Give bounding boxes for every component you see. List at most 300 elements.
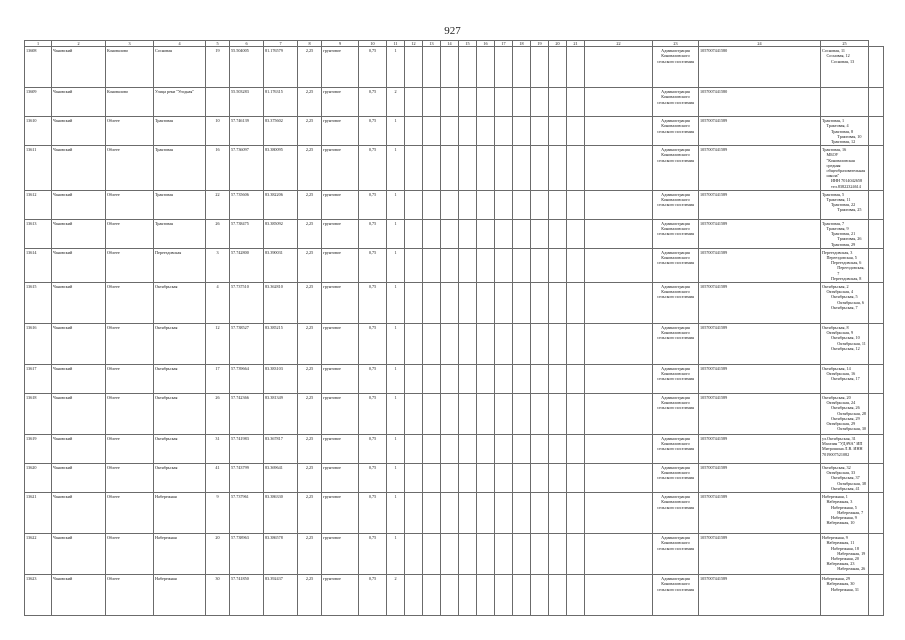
cell-empty (869, 88, 884, 117)
cell-empty (513, 324, 531, 365)
cell-empty (869, 146, 884, 191)
address-line: Октябрьская, 24 (826, 400, 856, 406)
cell-empty (405, 394, 423, 435)
cell-street: Набережная (154, 493, 206, 534)
cell-settlement: Облеее (106, 219, 154, 248)
cell-num: 4 (206, 283, 230, 324)
cell-empty (513, 117, 531, 146)
address-line: ИНН 7014042658 тел.83822324614 (831, 178, 863, 189)
cell-empty (495, 464, 513, 493)
cell-settlement: Облеее (106, 435, 154, 464)
cell-empty (459, 190, 477, 219)
cell-len: 2,25 (298, 88, 322, 117)
cell-empty (549, 219, 567, 248)
cell-empty (495, 365, 513, 394)
cell-empty (405, 190, 423, 219)
cell-len: 2,25 (298, 146, 322, 191)
table-row (25, 324, 884, 365)
cell-empty (869, 219, 884, 248)
cell-empty (567, 324, 585, 365)
address-line: Набережная, 18 (831, 545, 859, 551)
cell-width: 0,75 (359, 117, 387, 146)
cell-len: 2,25 (298, 575, 322, 616)
cell-empty (441, 248, 459, 282)
cell-cover: грунтовое (322, 435, 359, 464)
cell-empty (441, 88, 459, 117)
cell-district: Чановский (52, 534, 106, 575)
cell-lat: 57.737961 (230, 493, 264, 534)
address-line: Октябрьская, 29 (826, 421, 856, 427)
column-number: 2 (52, 41, 106, 47)
cell-empty (531, 146, 549, 191)
cell-empty (531, 534, 549, 575)
cell-empty (441, 493, 459, 534)
cell-num: 31 (206, 435, 230, 464)
cell-lon: 83.386330 (264, 493, 298, 534)
cell-len: 2,25 (298, 117, 322, 146)
cell-empty (441, 394, 459, 435)
cell-empty (513, 435, 531, 464)
cell-addresses (821, 47, 869, 88)
column-number: 23 (653, 41, 699, 47)
address-line: Переездовская, 5 (826, 255, 857, 261)
cell-empty (585, 324, 653, 365)
cell-empty (423, 283, 441, 324)
address-line: Набережная, 30 (826, 581, 855, 587)
cell-len: 2,25 (298, 219, 322, 248)
cell-inn: 1057007441589 (699, 394, 821, 435)
column-number: 1 (25, 41, 52, 47)
cell-num: 16 (206, 146, 230, 191)
cell-district: Чановский (52, 88, 106, 117)
cell-empty (423, 117, 441, 146)
cell-count: 1 (387, 248, 405, 282)
cell-lon: 83.386578 (264, 534, 298, 575)
cell-lat: 57.739664 (230, 365, 264, 394)
cell-cover: грунтовое (322, 534, 359, 575)
cell-empty (477, 283, 495, 324)
cell-empty (585, 146, 653, 191)
address-line: Трактовая, 4 (826, 123, 849, 129)
cell-count: 1 (387, 190, 405, 219)
cell-street: Набережная (154, 534, 206, 575)
cell-cover: грунтовое (322, 283, 359, 324)
cell-empty (513, 575, 531, 616)
cell-empty (549, 365, 567, 394)
cell-lat: 57.735606 (230, 190, 264, 219)
address-line: Набережная, 9 (822, 535, 848, 541)
address-line: Трактовая, 1 (822, 118, 845, 124)
cell-empty (495, 190, 513, 219)
address-line: ул.Октябрьская, 31 Магазин "УДАЧА" ИП Митрошина Л.В. ИНН 7019007521082 (822, 436, 863, 457)
cell-inn: 1057007441589 (699, 117, 821, 146)
cell-len: 2,25 (298, 394, 322, 435)
cell-owner: Администрация Коноваловского сельского поселения (653, 464, 699, 493)
address-line: Набережная, 7 (837, 509, 864, 515)
address-line: Октябрьская, 7 (831, 304, 858, 310)
address-line: Октябрьская, 5 (831, 294, 858, 300)
address-line: Октябрьская, 12 (831, 345, 860, 351)
cell-empty (567, 435, 585, 464)
cell-addresses (821, 219, 869, 248)
address-line: Трактовая, 16 (822, 147, 847, 153)
cell-empty (423, 248, 441, 282)
cell-empty (531, 464, 549, 493)
cell-addresses (821, 324, 869, 365)
cell-addresses (821, 575, 869, 616)
cell-owner: Администрация Коноваловского сельского поселения (653, 324, 699, 365)
cell-empty (869, 324, 884, 365)
cell-lat: 57.742800 (230, 248, 264, 282)
cell-count: 1 (387, 394, 405, 435)
address-line: Переездовская, 3 (822, 249, 853, 255)
cell-settlement: Облеее (106, 394, 154, 435)
address-line: Набережная, 3 (826, 499, 853, 505)
cell-lat: 55.503283 (230, 88, 264, 117)
cell-empty (513, 534, 531, 575)
cell-cover: грунтовое (322, 190, 359, 219)
address-line: Октябрьская, 11 (837, 340, 866, 346)
cell-district: Чановский (52, 248, 106, 282)
cell-empty (495, 283, 513, 324)
cell-empty (423, 146, 441, 191)
address-line: Набережная, 1 (822, 494, 848, 500)
cell-empty (549, 190, 567, 219)
cell-empty (405, 575, 423, 616)
cell-street: Октябрьская (154, 464, 206, 493)
cell-num: 3 (206, 248, 230, 282)
cell-addresses (821, 117, 869, 146)
cell-cover: грунтовое (322, 365, 359, 394)
cell-empty (423, 493, 441, 534)
cell-lon: 83.392437 (264, 575, 298, 616)
cell-settlement: Облеее (106, 283, 154, 324)
cell-empty (567, 219, 585, 248)
cell-empty (495, 88, 513, 117)
cell-cover: грунтовое (322, 248, 359, 282)
cell-inn: 1057007441589 (699, 493, 821, 534)
cell-empty (549, 117, 567, 146)
table-row (25, 435, 884, 464)
cell-cover: грунтовое (322, 464, 359, 493)
column-number: 18 (513, 41, 531, 47)
cell-empty (477, 493, 495, 534)
address-line: Октябрьская, 16 (826, 371, 856, 377)
cell-addresses (821, 190, 869, 219)
cell-empty (513, 88, 531, 117)
address-line: Октябрьская, 30 (837, 426, 867, 432)
cell-empty (567, 88, 585, 117)
address-line: Набережная, 10 (826, 520, 855, 526)
cell-addresses (821, 464, 869, 493)
cell-street: Октябрьская (154, 283, 206, 324)
cell-empty (513, 146, 531, 191)
column-number: 8 (298, 41, 322, 47)
cell-lat: 57.743799 (230, 464, 264, 493)
cell-width: 0,75 (359, 219, 387, 248)
cell-empty (477, 464, 495, 493)
table-row (25, 248, 884, 282)
cell-empty (567, 464, 585, 493)
cell-count: 1 (387, 324, 405, 365)
cell-cover: грунтовое (322, 394, 359, 435)
cell-count: 1 (387, 47, 405, 88)
cell-owner: Администрация Коноваловского сельского поселения (653, 219, 699, 248)
cell-num: 9 (206, 493, 230, 534)
column-number: 3 (106, 41, 154, 47)
address-line: Набережная, 19 (837, 550, 866, 556)
cell-inn: 1057007441589 (699, 146, 821, 191)
cell-id: 13616 (25, 324, 52, 365)
cell-id: 13611 (25, 146, 52, 191)
cell-empty (531, 365, 549, 394)
cell-street: Улица реки "Угодная" (154, 88, 206, 117)
cell-width: 0,75 (359, 190, 387, 219)
address-line: Трактовая, 21 (831, 231, 856, 237)
cell-empty (459, 47, 477, 88)
cell-empty (495, 324, 513, 365)
cell-lon: 83.390031 (264, 248, 298, 282)
cell-empty (869, 394, 884, 435)
cell-empty (495, 47, 513, 88)
table-row (25, 219, 884, 248)
address-line: Октябрьская, 8 (822, 325, 849, 331)
cell-num (206, 88, 230, 117)
cell-addresses (821, 435, 869, 464)
cell-empty (495, 493, 513, 534)
cell-empty (513, 464, 531, 493)
address-line: Октябрьская, 20 (822, 395, 851, 401)
address-line: Набережная, 11 (826, 540, 855, 546)
cell-len: 2,25 (298, 464, 322, 493)
cell-cover: грунтовое (322, 117, 359, 146)
column-number: 10 (359, 41, 387, 47)
cell-empty (513, 493, 531, 534)
cell-cover: грунтовое (322, 575, 359, 616)
cell-empty (567, 283, 585, 324)
address-line: Трактовая, 12 (831, 139, 856, 145)
cell-inn: 1057007441589 (699, 248, 821, 282)
address-line: Набережная, 26 (837, 566, 866, 572)
cell-empty (531, 47, 549, 88)
cell-empty (513, 190, 531, 219)
cell-empty (477, 47, 495, 88)
cell-count: 1 (387, 534, 405, 575)
column-number: 5 (206, 41, 230, 47)
cell-addresses (821, 394, 869, 435)
cell-empty (513, 219, 531, 248)
cell-width: 0,75 (359, 435, 387, 464)
cell-num: 41 (206, 464, 230, 493)
cell-empty (585, 88, 653, 117)
cell-cover: грунтовое (322, 146, 359, 191)
cell-empty (477, 190, 495, 219)
address-line: МБОУ "Коноваловская средняя общеобразовательная школа" (826, 152, 866, 179)
address-line: Набережная, 31 (831, 586, 859, 592)
cell-len: 2,25 (298, 324, 322, 365)
table-row (25, 464, 884, 493)
cell-empty (495, 534, 513, 575)
cell-addresses (821, 248, 869, 282)
cell-lon: 83.383103 (264, 365, 298, 394)
column-number: 17 (495, 41, 513, 47)
cell-width: 0,75 (359, 324, 387, 365)
cell-empty (459, 435, 477, 464)
cell-empty (477, 146, 495, 191)
cell-lat: 57.746139 (230, 117, 264, 146)
cell-empty (441, 47, 459, 88)
cell-num: 26 (206, 394, 230, 435)
cell-empty (459, 324, 477, 365)
cell-empty (549, 146, 567, 191)
cell-count: 2 (387, 88, 405, 117)
column-number: 20 (549, 41, 567, 47)
cell-empty (405, 324, 423, 365)
cell-inn: 1057007441580 (699, 88, 821, 117)
column-number: 19 (531, 41, 549, 47)
cell-empty (567, 493, 585, 534)
cell-empty (513, 248, 531, 282)
cell-len: 2,25 (298, 283, 322, 324)
cell-empty (495, 146, 513, 191)
cell-width: 0,75 (359, 493, 387, 534)
cell-empty (477, 248, 495, 282)
cell-empty (585, 493, 653, 534)
cell-len: 2,25 (298, 248, 322, 282)
cell-empty (549, 464, 567, 493)
cell-empty (441, 146, 459, 191)
cell-width: 0,75 (359, 464, 387, 493)
cell-num: 12 (206, 324, 230, 365)
cell-addresses (821, 493, 869, 534)
cell-district: Чановский (52, 324, 106, 365)
address-line: Октябрьская, 41 (831, 485, 860, 491)
cell-count: 1 (387, 435, 405, 464)
cell-street: Октябрьская (154, 365, 206, 394)
cell-empty (405, 534, 423, 575)
address-line: Набережная, 29 (822, 576, 850, 582)
cell-empty (531, 283, 549, 324)
cell-lat: 57.737510 (230, 283, 264, 324)
cell-empty (549, 283, 567, 324)
table-row (25, 394, 884, 435)
cell-empty (513, 365, 531, 394)
cell-empty (585, 219, 653, 248)
cell-cover: грунтовое (322, 219, 359, 248)
cell-empty (585, 283, 653, 324)
cell-empty (549, 575, 567, 616)
address-line: Набережная, 5 (831, 504, 857, 510)
cell-street: Трактовая (154, 190, 206, 219)
cell-street: Октябрьская (154, 394, 206, 435)
cell-width: 0,75 (359, 534, 387, 575)
column-number: 25 (821, 41, 869, 47)
address-line: Сосновая, 11 (822, 48, 846, 54)
table-row (25, 283, 884, 324)
cell-id: 13619 (25, 435, 52, 464)
column-number: 9 (322, 41, 359, 47)
cell-empty (869, 575, 884, 616)
address-line: Сосновая, 12 (826, 53, 850, 59)
cell-empty (405, 493, 423, 534)
address-line: Октябрьская, 17 (831, 376, 860, 382)
address-line: Переездовская, 6 (831, 260, 862, 266)
cell-len: 2,25 (298, 190, 322, 219)
address-line: Октябрьская, 9 (826, 330, 854, 336)
cell-owner: Администрация Коноваловского сельского поселения (653, 146, 699, 191)
cell-empty (531, 435, 549, 464)
cell-lon: 83.382206 (264, 190, 298, 219)
cell-empty (459, 146, 477, 191)
address-line: Переездовская, 7 (837, 265, 865, 276)
cell-id: 13612 (25, 190, 52, 219)
cell-district: Чановский (52, 219, 106, 248)
cell-count: 1 (387, 365, 405, 394)
column-number: 12 (405, 41, 423, 47)
cell-empty (585, 117, 653, 146)
cell-inn: 1057007441589 (699, 219, 821, 248)
cell-lon: 81.176579 (264, 47, 298, 88)
cell-empty (869, 534, 884, 575)
cell-cover: грунтовое (322, 324, 359, 365)
cell-empty (585, 435, 653, 464)
cell-owner: Администрация Коноваловского сельского поселения (653, 435, 699, 464)
cell-owner: Администрация Коноваловского сельского поселения (653, 575, 699, 616)
cell-empty (549, 47, 567, 88)
cell-district: Чановский (52, 47, 106, 88)
cell-district: Чановский (52, 464, 106, 493)
cell-district: Чановский (52, 394, 106, 435)
cell-len: 2,25 (298, 435, 322, 464)
cell-empty (459, 493, 477, 534)
cell-owner: Администрация Коноваловского сельского поселения (653, 493, 699, 534)
address-line: Октябрьская, 33 (826, 470, 856, 476)
cell-lat: 57.738963 (230, 534, 264, 575)
cell-owner: Администрация Коноваловского сельского поселения (653, 365, 699, 394)
cell-lon: 83.385092 (264, 219, 298, 248)
cell-settlement: Облеее (106, 534, 154, 575)
cell-district: Чановский (52, 575, 106, 616)
cell-empty (477, 435, 495, 464)
cell-len: 2,25 (298, 365, 322, 394)
cell-owner: Администрация Коноваловского сельского поселения (653, 190, 699, 219)
cell-settlement: Облеее (106, 464, 154, 493)
cell-lon: 83.381349 (264, 394, 298, 435)
address-line: Трактовая, 9 (826, 226, 849, 232)
cell-id: 13609 (25, 88, 52, 117)
cell-empty (531, 248, 549, 282)
cell-empty (513, 283, 531, 324)
cell-district: Чановский (52, 283, 106, 324)
address-line: Октябрьская, 38 (837, 480, 867, 486)
cell-cover: грунтовое (322, 493, 359, 534)
cell-empty (549, 534, 567, 575)
address-line: Октябрьская, 10 (831, 335, 860, 341)
column-number: 13 (423, 41, 441, 47)
cell-count: 1 (387, 117, 405, 146)
cell-empty (549, 324, 567, 365)
cell-settlement: Облеее (106, 146, 154, 191)
cell-empty (495, 248, 513, 282)
cell-count: 1 (387, 219, 405, 248)
cell-inn: 1057007441589 (699, 324, 821, 365)
cell-empty (567, 47, 585, 88)
cell-empty (585, 575, 653, 616)
table-row (25, 88, 884, 117)
table-row (25, 493, 884, 534)
address-line: Октябрьская, 26 (831, 405, 860, 411)
cell-addresses (821, 146, 869, 191)
